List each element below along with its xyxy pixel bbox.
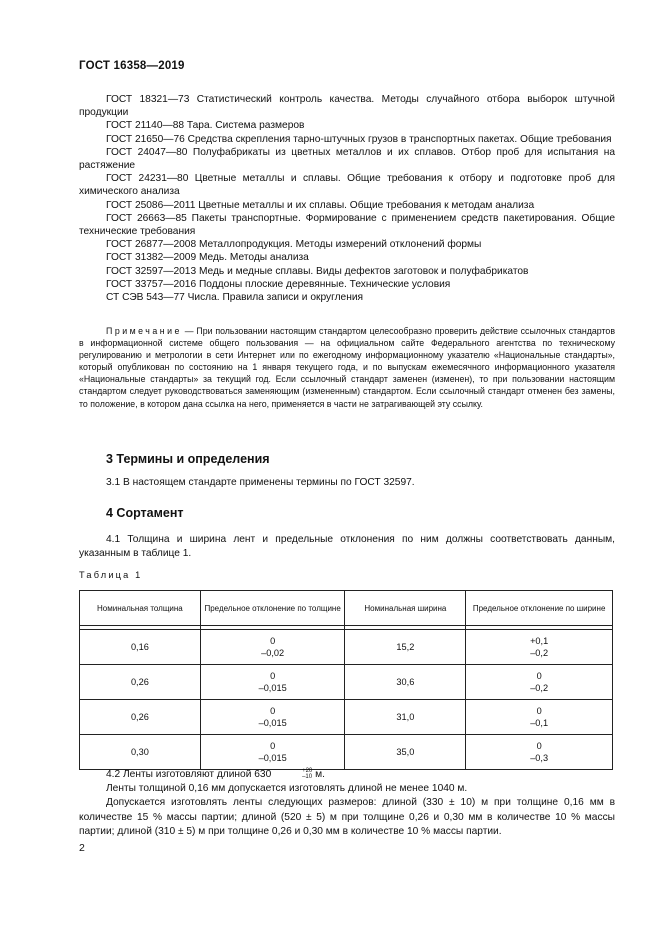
table-row — [80, 630, 613, 665]
page-number: 2 — [79, 842, 85, 854]
note-text: — При пользовании настоящим стандартом целесообразно проверить действие ссылочных стандартов в информационной системе общего пользования — на официальном сайте Федерального агентства по техническому регулированию и метрологии в сети Интернет или по ежегодному информационному указателю «Национальные стандарты», который опубликован по состоянию на 1 января текущего года, и по выпускам ежемесячного информационного указателя «Национальные стандарты» за текущий год. Если ссылочный стандарт заменен (изменен), то при пользовании настоящим стандартом следует руководствоваться заменяющим (измененным) стандартом. Если ссылочный стандарт отменен без замены, то положение, в котором дана ссылка на него, применяется в части не затрагивающей эту ссылку. — [79, 326, 615, 409]
note-label: Примечание — [106, 326, 182, 336]
table-row — [80, 665, 613, 700]
cell-width-deviation: 0 –0,2 — [466, 665, 613, 700]
clause-4-2-length: 4.2 Ленты изготовляют длиной 630 +20 –10 м. — [106, 768, 325, 781]
cell-thickness: 0,30 — [80, 735, 201, 770]
reference-item: ГОСТ 32597—2013 Медь и медные сплавы. Виды дефектов заготовок и полуфабрикатов — [106, 265, 529, 277]
clause-3-1: 3.1 В настоящем стандарте применены термины по ГОСТ 32597. — [106, 477, 415, 488]
normative-references — [79, 93, 615, 304]
cell-thickness: 0,26 — [80, 665, 201, 700]
table-caption: Таблица 1 — [79, 570, 143, 580]
header-nominal-width: Номинальная ширина — [345, 591, 466, 626]
reference-item: СТ СЭВ 543—77 Числа. Правила записи и округления — [106, 292, 364, 304]
reference-item: ГОСТ 18321—73 Статистический контроль качества. Методы случайного отбора выборок штучной продукции — [79, 94, 615, 119]
cell-thickness-deviation: 0 –0,015 — [200, 700, 345, 735]
cell-width-deviation: +0,1 –0,2 — [466, 630, 613, 665]
reference-item: ГОСТ 26877—2008 Металлопродукция. Методы измерений отклонений формы — [106, 239, 482, 251]
reference-item: ГОСТ 31382—2009 Медь. Методы анализа — [106, 252, 309, 264]
reference-item: ГОСТ 33757—2016 Поддоны плоские деревянные. Технические условия — [106, 278, 451, 290]
cell-width-deviation: 0 –0,3 — [466, 735, 613, 770]
cell-thickness: 0,16 — [80, 630, 201, 665]
table-1 — [79, 590, 613, 770]
reference-item: ГОСТ 25086—2011 Цветные металлы и их сплавы. Общие требования к методам анализа — [106, 199, 535, 211]
note-paragraph — [79, 325, 615, 410]
cell-width: 30,6 — [345, 665, 466, 700]
cell-width: 35,0 — [345, 735, 466, 770]
reference-item: ГОСТ 24047—80 Полуфабрикаты из цветных металлов и их сплавов. Отбор проб для испытания на растяжение — [79, 146, 615, 172]
reference-item: ГОСТ 21140—88 Тара. Система размеров — [106, 120, 305, 132]
standard-header: ГОСТ 16358—2019 — [79, 60, 185, 72]
clause-4-1: 4.1 Толщина и ширина лент и предельные отклонения по ним должны соответствовать данным, указанным в таблице 1. — [79, 534, 615, 559]
reference-item: ГОСТ 21650—76 Средства скрепления тарно-штучных грузов в транспортных пакетах. Общие требования — [106, 133, 612, 145]
reference-item: ГОСТ 24231—80 Цветные металлы и сплавы. Общие требования к отбору и подготовке проб для химического анализа — [79, 173, 615, 198]
reference-item: ГОСТ 26663—85 Пакеты транспортные. Формирование с применением средств пакетирования. Общие технические требования — [79, 212, 615, 238]
clause-4-2-allowed-sizes: Допускается изготовлять ленты следующих размеров: длиной (330 ± 10) м при толщине 0,16 мм в количестве 15 % массы партии; длиной (520 ± 5) м при толщине 0,26 и 0,30 мм в количестве 10 % массы партии; длиной (310 ± 5) м при толщине 0,26 и 0,30 мм в количестве 10 % массы партии. — [79, 797, 615, 837]
table-row — [80, 700, 613, 735]
section-3-title: 3 Термины и определения — [106, 452, 270, 466]
cell-width: 15,2 — [345, 630, 466, 665]
clause-4-2 — [79, 768, 615, 839]
cell-width-deviation: 0 –0,1 — [466, 700, 613, 735]
clause-4-2-min-length: Ленты толщиной 0,16 мм допускается изготовлять длиной не менее 1040 м. — [106, 783, 468, 795]
length-tolerance: +20 –10 — [302, 768, 313, 781]
section-4-title: 4 Сортамент — [106, 506, 184, 520]
cell-width: 31,0 — [345, 700, 466, 735]
header-width-deviation: Предельное отклонение по ширине — [466, 591, 613, 626]
cell-thickness-deviation: 0 –0,015 — [200, 735, 345, 770]
cell-thickness-deviation: 0 –0,015 — [200, 665, 345, 700]
cell-thickness-deviation: 0 –0,02 — [200, 630, 345, 665]
header-thickness-deviation: Предельное отклонение по толщине — [200, 591, 345, 626]
cell-thickness: 0,26 — [80, 700, 201, 735]
table-row — [80, 735, 613, 770]
header-nominal-thickness: Номинальная толщина — [80, 591, 201, 626]
table-header-row — [80, 591, 613, 626]
